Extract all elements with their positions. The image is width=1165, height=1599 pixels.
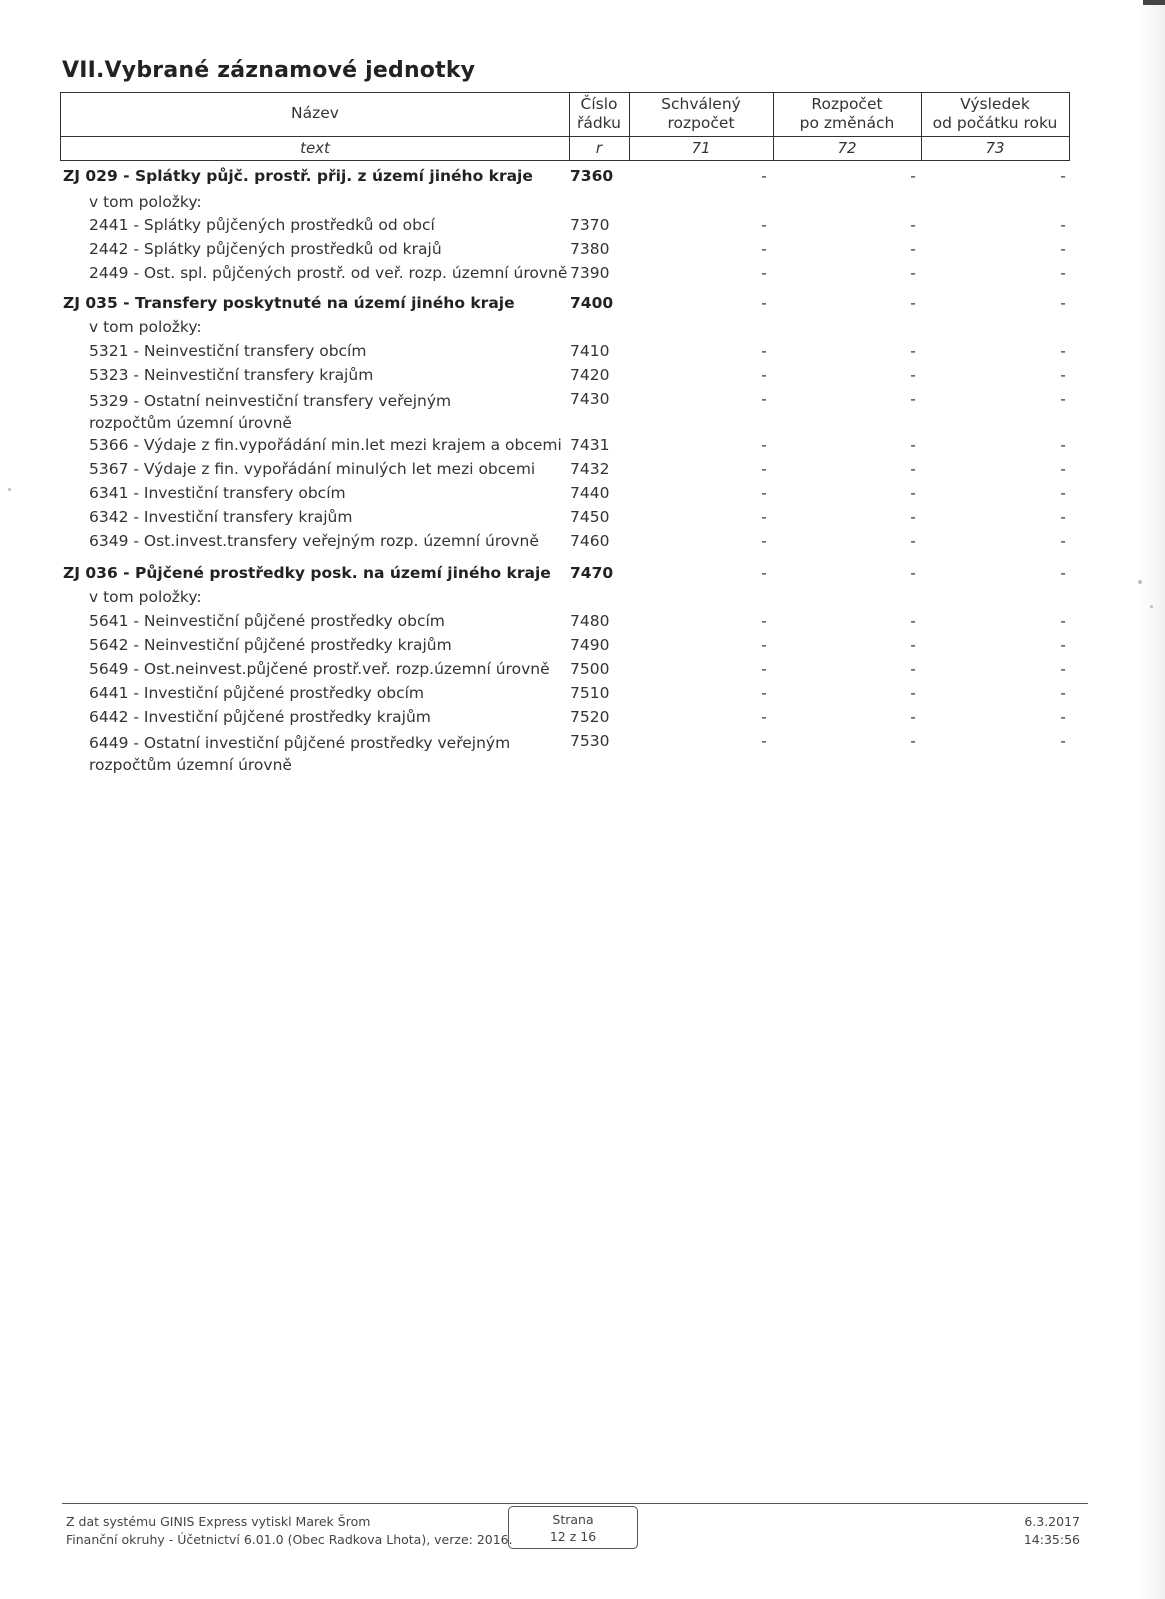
row-value-71: - (761, 460, 767, 478)
row-code: 7490 (570, 636, 610, 654)
header-label: Schválený (661, 95, 741, 113)
row-value-72: - (910, 564, 916, 582)
page-value: 12 z 16 (549, 1529, 597, 1544)
row-code: 7370 (570, 216, 610, 234)
row-value-73: - (1060, 167, 1066, 185)
row-value-72: - (910, 294, 916, 312)
scan-speck (1150, 605, 1153, 608)
row-value-73: - (1060, 508, 1066, 526)
scan-speck (8, 488, 11, 491)
row-value-72: - (910, 240, 916, 258)
row-value-72: - (910, 390, 916, 408)
header-code-r: r (595, 139, 603, 157)
row-value-71: - (761, 660, 767, 678)
row-value-72: - (910, 508, 916, 526)
row-value-72: - (910, 216, 916, 234)
header-label: Číslo (580, 95, 618, 113)
footer-printed-by: Z dat systému GINIS Express vytiskl Marek Šrom (66, 1514, 371, 1529)
row-code: 7380 (570, 240, 610, 258)
row-value-71: - (761, 532, 767, 550)
scan-corner-mark (1143, 0, 1165, 5)
row-name: 5329 - Ostatní neinvestiční transfery veřejným rozpočtům územní úrovně (89, 392, 452, 432)
row-value-71: - (761, 216, 767, 234)
row-name: 5649 - Ost.neinvest.půjčené prostř.veř. rozp.územní úrovně (89, 660, 550, 678)
row-name: 5366 - Výdaje z fin.vypořádání min.let mezi krajem a obcemi (89, 436, 562, 454)
row-value-72: - (910, 264, 916, 282)
row-value-73: - (1060, 532, 1066, 550)
row-code: 7431 (570, 436, 610, 454)
row-value-73: - (1060, 612, 1066, 630)
row-name: 2449 - Ost. spl. půjčených prostř. od veř. rozp. územní úrovně (89, 264, 568, 282)
row-value-72: - (910, 708, 916, 726)
row-value-73: - (1060, 660, 1066, 678)
row-value-72: - (910, 636, 916, 654)
row-code: 7360 (570, 167, 614, 185)
row-name: 5367 - Výdaje z fin. vypořádání minulých let mezi obcemi (89, 460, 536, 478)
row-value-73: - (1060, 294, 1066, 312)
row-value-71: - (761, 366, 767, 384)
row-value-73: - (1060, 390, 1066, 408)
row-value-71: - (761, 508, 767, 526)
row-code: 7510 (570, 684, 610, 702)
row-value-71: - (761, 436, 767, 454)
row-value-72: - (910, 167, 916, 185)
row-name: 5641 - Neinvestiční půjčené prostředky obcím (89, 612, 445, 630)
row-value-73: - (1060, 240, 1066, 258)
header-code-73: 73 (985, 139, 1005, 157)
table-header (60, 92, 1070, 161)
row-value-73: - (1060, 684, 1066, 702)
row-value-71: - (761, 484, 767, 502)
row-value-72: - (910, 660, 916, 678)
row-value-72: - (910, 460, 916, 478)
header-vysledek (921, 95, 1069, 133)
header-label: rozpočet (667, 114, 735, 132)
row-name: v tom položky: (89, 588, 202, 606)
row-value-71: - (761, 167, 767, 185)
row-value-73: - (1060, 216, 1066, 234)
row-code: 7460 (570, 532, 610, 550)
row-value-73: - (1060, 564, 1066, 582)
row-value-73: - (1060, 436, 1066, 454)
row-value-71: - (761, 636, 767, 654)
row-code: 7470 (570, 564, 614, 582)
row-value-72: - (910, 732, 916, 750)
row-value-73: - (1060, 366, 1066, 384)
row-value-71: - (761, 294, 767, 312)
row-code: 7432 (570, 460, 610, 478)
row-code: 7410 (570, 342, 610, 360)
row-value-72: - (910, 484, 916, 502)
row-value-72: - (910, 366, 916, 384)
row-name: 6349 - Ost.invest.transfery veřejným rozp. územní úrovně (89, 532, 539, 550)
header-label: po změnách (799, 114, 895, 132)
row-value-72: - (910, 342, 916, 360)
row-value-73: - (1060, 708, 1066, 726)
row-value-73: - (1060, 264, 1066, 282)
footer-time: 14:35:56 (1023, 1532, 1080, 1547)
row-value-73: - (1060, 636, 1066, 654)
row-name: v tom položky: (89, 193, 202, 211)
page-number-box (508, 1506, 638, 1549)
row-code: 7390 (570, 264, 610, 282)
row-name: 5323 - Neinvestiční transfery krajům (89, 366, 374, 384)
row-value-72: - (910, 532, 916, 550)
footer-system-version: Finanční okruhy - Účetnictví 6.01.0 (Obec Radkova Lhota), verze: 2016. (66, 1532, 513, 1547)
row-name: 5321 - Neinvestiční transfery obcím (89, 342, 367, 360)
row-value-72: - (910, 684, 916, 702)
row-code: 7420 (570, 366, 610, 384)
header-code-71: 71 (691, 139, 711, 157)
row-code: 7430 (570, 390, 610, 408)
row-name: v tom položky: (89, 318, 202, 336)
footer-print-info (66, 1513, 513, 1549)
row-value-71: - (761, 732, 767, 750)
row-value-73: - (1060, 732, 1066, 750)
footer-divider (62, 1503, 1088, 1504)
row-value-73: - (1060, 484, 1066, 502)
row-value-71: - (761, 612, 767, 630)
header-code-72: 72 (837, 139, 857, 157)
row-name: ZJ 035 - Transfery poskytnuté na území jiného kraje (63, 294, 515, 312)
header-label: Výsledek (960, 95, 1030, 113)
footer-timestamp (1000, 1513, 1080, 1549)
row-value-71: - (761, 684, 767, 702)
header-label: řádku (576, 114, 622, 132)
row-value-71: - (761, 708, 767, 726)
row-code: 7440 (570, 484, 610, 502)
row-value-72: - (910, 612, 916, 630)
row-code: 7400 (570, 294, 614, 312)
header-schvaleny-rozpocet (629, 95, 773, 133)
row-value-71: - (761, 564, 767, 582)
scan-edge (1137, 0, 1165, 1599)
row-value-71: - (761, 342, 767, 360)
header-label: od počátku roku (932, 114, 1058, 132)
row-name: 6442 - Investiční půjčené prostředky krajům (89, 708, 431, 726)
header-label: Rozpočet (811, 95, 883, 113)
page-label: Strana (552, 1512, 594, 1527)
row-value-72: - (910, 436, 916, 454)
row-code: 7520 (570, 708, 610, 726)
header-cislo-radku (569, 95, 629, 133)
scan-speck (1138, 580, 1142, 584)
section-title: VII.Vybrané záznamové jednotky (62, 58, 476, 83)
footer-date: 6.3.2017 (1024, 1514, 1080, 1529)
row-name: 5642 - Neinvestiční půjčené prostředky krajům (89, 636, 452, 654)
row-value-71: - (761, 240, 767, 258)
row-code: 7450 (570, 508, 610, 526)
header-rozpocet-po-zmenach (773, 95, 921, 133)
row-value-71: - (761, 264, 767, 282)
row-name: 2442 - Splátky půjčených prostředků od krajů (89, 240, 442, 258)
row-value-73: - (1060, 342, 1066, 360)
header-code-text: text (300, 139, 330, 157)
row-name: ZJ 029 - Splátky půjč. prostř. přij. z území jiného kraje (63, 167, 533, 185)
row-name: 6441 - Investiční půjčené prostředky obcím (89, 684, 425, 702)
header-label: Název (291, 104, 339, 122)
header-nazev (61, 104, 569, 123)
row-code: 7480 (570, 612, 610, 630)
row-name: 6341 - Investiční transfery obcím (89, 484, 346, 502)
row-name: ZJ 036 - Půjčené prostředky posk. na území jiného kraje (63, 564, 551, 582)
header-divider (61, 136, 1069, 137)
row-code: 7530 (570, 732, 610, 750)
row-name: 6342 - Investiční transfery krajům (89, 508, 353, 526)
row-name: 6449 - Ostatní investiční půjčené prostředky veřejným rozpočtům územní úrovně (89, 734, 511, 774)
row-name: 2441 - Splátky půjčených prostředků od obcí (89, 216, 435, 234)
row-value-71: - (761, 390, 767, 408)
row-value-73: - (1060, 460, 1066, 478)
row-code: 7500 (570, 660, 610, 678)
